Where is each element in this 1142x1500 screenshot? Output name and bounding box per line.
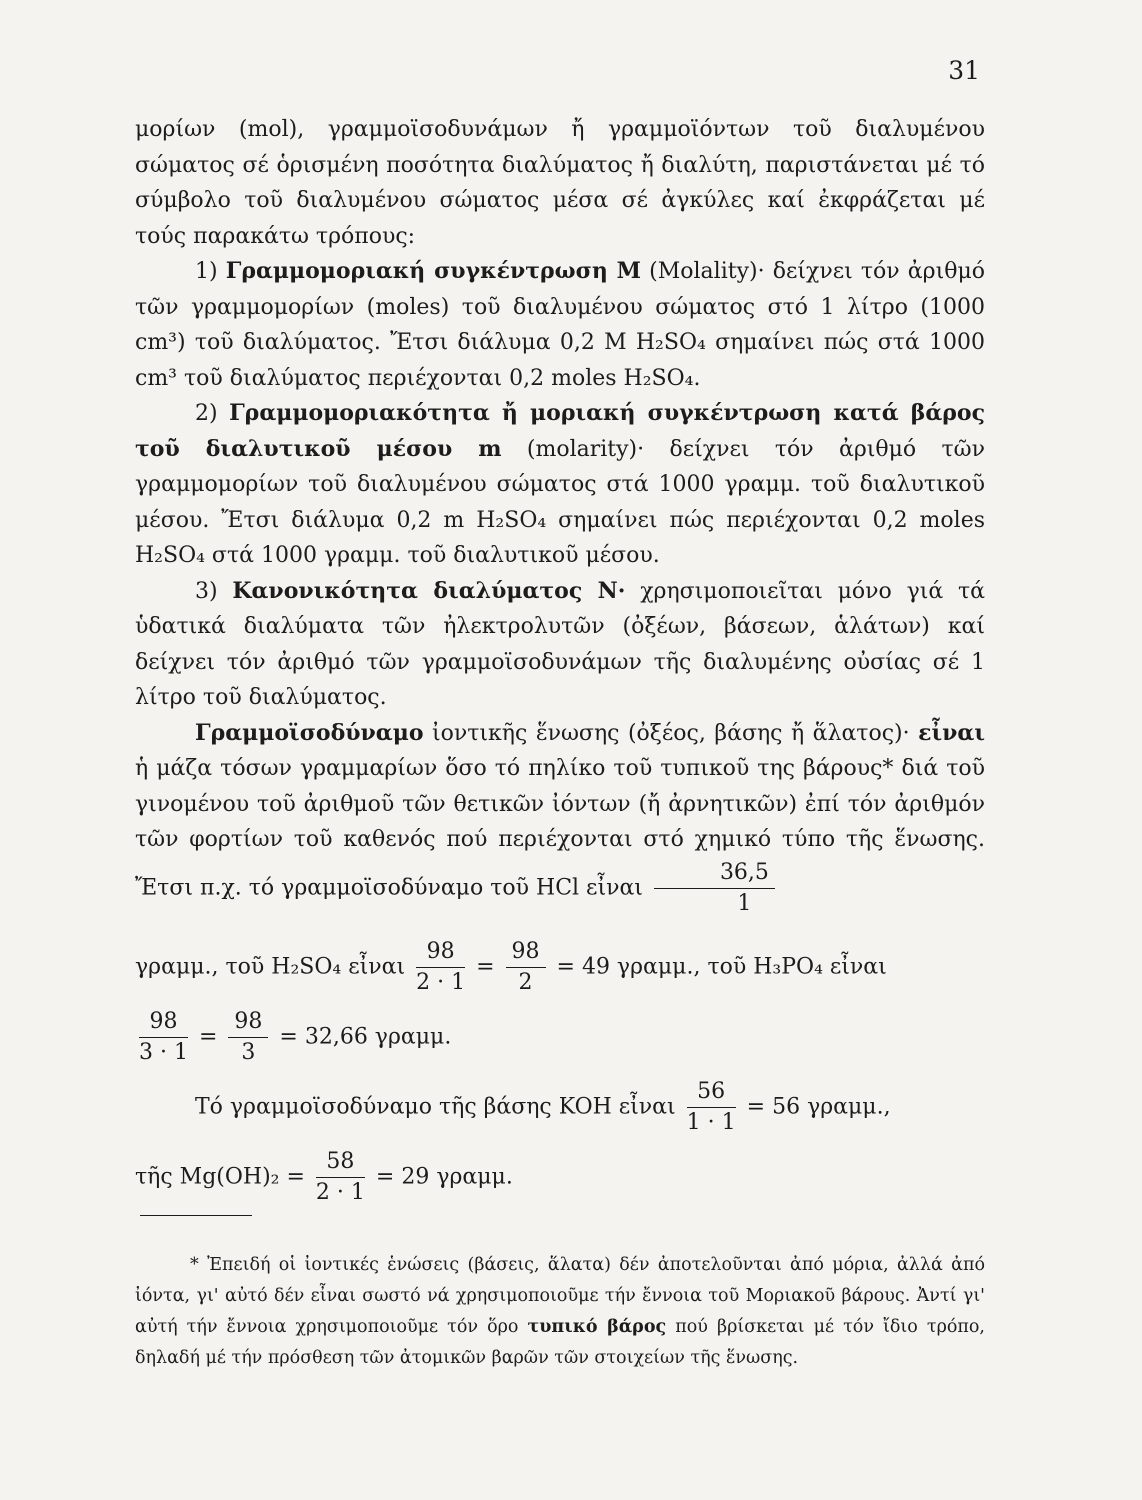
denominator: 2 · 1 bbox=[315, 1179, 365, 1205]
footnote-term: τυπικό βάρος bbox=[527, 1316, 667, 1337]
equation-koh bbox=[135, 1059, 985, 1135]
item-molality bbox=[135, 254, 985, 396]
equation-h2so4: γραμμ., τοῦ H₂SO₄ εἶναι $\frac{98}{2 \cdot 1}$ = $\frac{98}{2}$ = 49 γραμμ., τοῦ H₃PO₄ εἶναι bbox=[135, 919, 985, 989]
item-term: Γραμμομοριακότητα ἤ μοριακή συγκέντρωση κατά βάρος τοῦ διαλυτικοῦ μέσου m bbox=[135, 400, 985, 462]
footnote-divider bbox=[140, 1215, 252, 1216]
fraction bbox=[316, 1147, 365, 1208]
footnote-part: * Ἐπειδή οἱ ἰοντικές ἑνώσεις (βάσεις, ἅλατα) δέν ἀποτελοῦνται ἀπό μόρια, ἀλλά ἀπό ἰόντα, γι' αὐτό δέν εἶναι σωστό νά χρησιμοποιοῦμε τήν ἔννοια τοῦ Μοριακοῦ βάρους. Ἀντί γι' αὐτή τήν ἔννοια χρησιμοποιοῦμε τόν ὅρο bbox=[135, 1254, 985, 1337]
numerator: 98 bbox=[228, 1007, 268, 1038]
item-number: 3) bbox=[195, 578, 218, 604]
item-number: 2) bbox=[195, 401, 218, 426]
equation-text: τῆς Mg(OH)₂ = bbox=[135, 1164, 305, 1189]
body-text bbox=[135, 112, 986, 1205]
definition-verb: εἶναι bbox=[918, 719, 985, 746]
numerator: 58 bbox=[316, 1147, 365, 1178]
definition-text: ἰοντικῆς ἕνωσης (ὀξέος, βάσης ἤ ἅλατος)· bbox=[423, 720, 919, 746]
denominator: 2 bbox=[518, 969, 533, 995]
equation-text: = 29 γραμμ. bbox=[375, 1164, 513, 1189]
item-number: 1) bbox=[195, 259, 218, 284]
intro-paragraph: μορίων (mol), γραμμοϊσοδυνάμων ἤ γραμμοϊόντων τοῦ διαλυμένου σώματος σέ ὁρισμένη ποσότητα διαλύματος ἤ διαλύτη, παριστάνεται μέ τό σύμβολο τοῦ διαλυμένου σώματος μέσα σέ ἀγκύλες καί ἐκφράζεται μέ τούς παρακάτω τρόπους: bbox=[135, 117, 985, 249]
item-term: Γραμμομοριακή συγκέντρωση M bbox=[225, 258, 641, 284]
page-number: 31 bbox=[948, 56, 980, 85]
equation-text: = 49 γραμμ., τοῦ H₃PO₄ εἶναι bbox=[556, 954, 887, 979]
numerator: 98 bbox=[139, 1007, 188, 1038]
denominator: 3 bbox=[241, 1039, 256, 1065]
definition-text: ἡ μάζα τόσων γραμμαρίων ὅσο τό πηλίκο τοῦ τυπικοῦ της βάρους* διά τοῦ γινομένου τοῦ ἀριθμοῦ τῶν θετικῶν ἰόντων (ἤ ἀρνητικῶν) ἐπί τόν ἀριθμόν τῶν φορτίων τοῦ καθενός πού περιέχονται στό χημικό τύπο τῆς ἕνωσης. Ἔτσι π.χ. τό γραμμοϊσοδύναμο τοῦ HCl εἶναι bbox=[135, 756, 985, 900]
item-molarity bbox=[135, 396, 985, 574]
equation-text: Τό γραμμοϊσοδύναμο τῆς βάσης KOH εἶναι bbox=[195, 1094, 676, 1119]
item-text: χρησιμοποιεῖται μόνο γιά τά ὑδατικά διαλύματα τῶν ἠλεκτρολυτῶν (ὀξέων, βάσεων, ἁλάτων) καί δείχνει τόν ἀριθμό τῶν γραμμοϊσοδυνάμων τῆς διαλυμένης οὐσίας σέ 1 λίτρο τοῦ διαλύματος. bbox=[135, 578, 985, 710]
numerator: 98 bbox=[416, 937, 465, 968]
numerator: 36,5 bbox=[654, 858, 775, 889]
denominator: 1 bbox=[737, 890, 752, 916]
footnote-part: πού βρίσκεται μέ τόν ἴδιο τρόπο, δηλαδή μέ τήν πρόσθεση τῶν ἀτομικῶν βαρῶν τῶν στοιχείων τῆς ἕνωσης. bbox=[135, 1316, 985, 1368]
footnote-text bbox=[135, 1250, 985, 1374]
equation-text: = 32,66 γραμμ. bbox=[279, 1024, 452, 1049]
denominator: 2 · 1 bbox=[416, 969, 466, 995]
numerator: 98 bbox=[506, 937, 546, 968]
footnote bbox=[135, 1232, 985, 1391]
equation-h3po4: $\frac{98}{3 \cdot 1}$ = $\frac{98}{3}$ = 32,66 γραμμ. bbox=[135, 989, 985, 1059]
definition-term: Γραμμοϊσοδύναμο bbox=[195, 719, 424, 746]
denominator: 3 · 1 bbox=[139, 1039, 188, 1065]
item-normality bbox=[135, 574, 985, 716]
definition-paragraph bbox=[135, 716, 985, 919]
equation-text: γραμμ., τοῦ H₂SO₄ εἶναι bbox=[135, 954, 406, 979]
numerator: 56 bbox=[687, 1077, 736, 1108]
fraction-hcl bbox=[654, 858, 775, 919]
equation-mgoh bbox=[135, 1129, 985, 1205]
item-text: (molarity)· δείχνει τόν ἀριθμό τῶν γραμμομορίων τοῦ διαλυμένου σώματος στά 1000 γραμμ. τοῦ διαλυτικοῦ μέσου. Ἔτσι διάλυμα 0,2 m H₂SO₄ σημαίνει πώς περιέχονται 0,2 moles H₂SO₄ στά 1000 γραμμ. τοῦ διαλυτικοῦ μέσου. bbox=[135, 436, 985, 568]
item-term: Κανονικότητα διαλύματος N· bbox=[232, 577, 626, 604]
equation-text: = 56 γραμμ., bbox=[746, 1094, 891, 1119]
item-text: (Molality)· δείχνει τόν ἀριθμό τῶν γραμμομορίων (moles) τοῦ διαλυμένου σώματος στό 1 λίτρο (1000 cm³) τοῦ διαλύματος. Ἔτσι διάλυμα 0,2 M H₂SO₄ σημαίνει πώς στά 1000 cm³ τοῦ διαλύματος περιέχονται 0,2 moles H₂SO₄. bbox=[135, 259, 986, 391]
denominator: 1 · 1 bbox=[686, 1109, 736, 1135]
